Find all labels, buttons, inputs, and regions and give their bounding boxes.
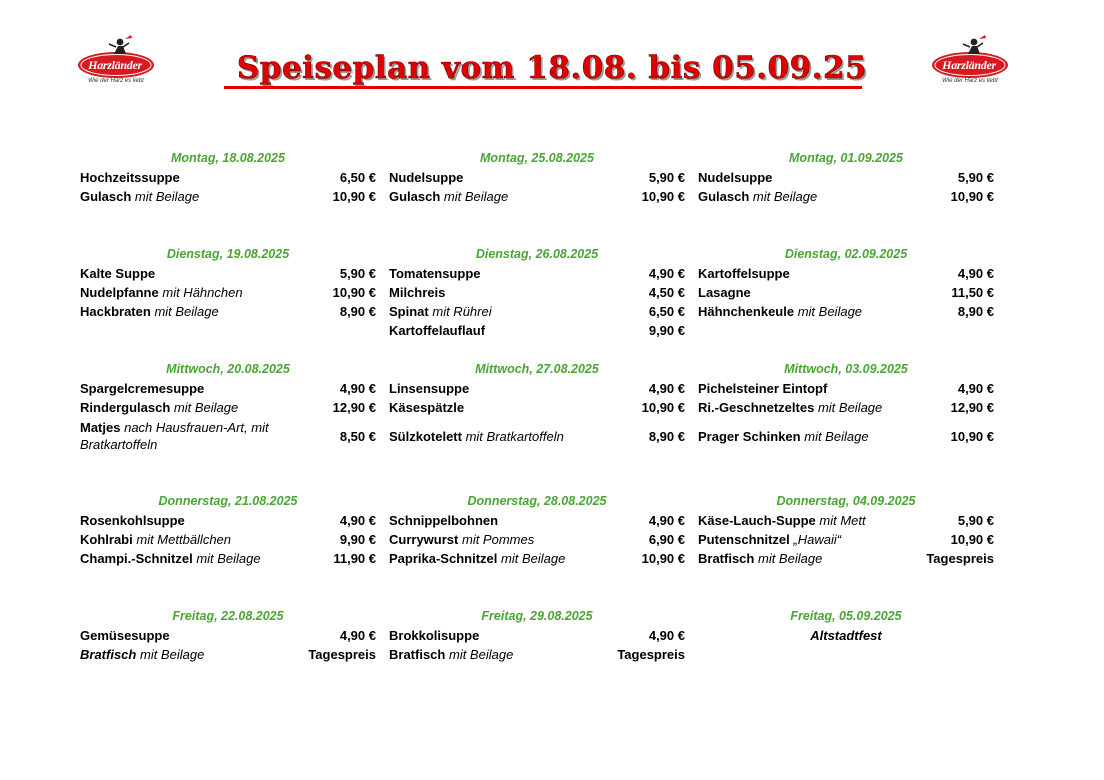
menu-row (698, 264, 994, 283)
dish-cell (389, 265, 605, 282)
dish-price: 8,50 € (339, 428, 376, 444)
harzlaender-logo-left (76, 34, 156, 90)
dish-name: Bratfisch (698, 551, 755, 566)
dish-cell (698, 188, 914, 205)
dish-cell (80, 399, 296, 416)
day-block-friday (698, 607, 994, 645)
menu-row (698, 302, 994, 321)
dish-name: Champi.-Schnitzel (80, 551, 193, 566)
dish-price: 12,90 € (950, 400, 994, 415)
menu-row (389, 187, 685, 206)
dish-name: Milchreis (389, 285, 446, 300)
menu-row (698, 511, 994, 530)
day-block-wednesday (80, 360, 376, 455)
dish-cell (698, 399, 914, 416)
dish-cell (389, 380, 605, 397)
harzlaender-logo-right (930, 34, 1010, 90)
dish-price: 5,90 € (957, 170, 994, 185)
logo-wordmark: Harzländer (942, 58, 996, 72)
menu-row (389, 379, 685, 398)
menu-row (389, 511, 685, 530)
dish-cell (80, 303, 296, 320)
logo-slogan: Wie der Harz es liebt (942, 78, 998, 84)
logo-wordmark: Harzländer (88, 58, 142, 72)
dish-name: Schnippelbohnen (389, 513, 499, 528)
dish-name: Currywurst (389, 532, 459, 547)
menu-row (389, 645, 685, 664)
dish-price: 6,90 € (648, 532, 685, 547)
day-heading: Dienstag, 19.08.2025 (166, 247, 290, 261)
dish-price: 5,90 € (648, 170, 685, 185)
dish-price: 11,90 € (333, 551, 376, 566)
dish-cell (80, 419, 296, 453)
menu-row (389, 626, 685, 645)
menu-row (698, 187, 994, 206)
dish-price: Tagespreis (308, 647, 376, 662)
menu-row (389, 321, 685, 340)
dish-name: Nudelsuppe (698, 170, 773, 185)
dish-name: Tomatensuppe (389, 266, 481, 281)
day-heading: Montag, 01.09.2025 (789, 151, 903, 165)
dish-extra: mit Bratkartoffeln (465, 428, 564, 444)
day-heading: Donnerstag, 21.08.2025 (158, 494, 298, 508)
dish-name: Käsespätzle (389, 400, 465, 415)
dish-extra: mit Beilage (154, 304, 219, 319)
dish-name: Spinat (389, 304, 429, 319)
dish-price: 11,50 € (951, 285, 994, 300)
day-heading: Mittwoch, 27.08.2025 (475, 362, 599, 376)
day-block-monday (80, 149, 376, 206)
dish-cell (389, 550, 605, 567)
dish-price: 4,90 € (648, 628, 685, 643)
dish-cell (389, 188, 605, 205)
dish-extra: mit Beilage (173, 400, 239, 415)
menu-row (80, 511, 376, 530)
dish-name: Kartoffelsuppe (698, 266, 790, 281)
dish-cell (80, 169, 296, 186)
dish-price: 4,50 € (648, 285, 685, 300)
day-heading: Donnerstag, 04.09.2025 (776, 494, 916, 508)
dish-cell (389, 627, 605, 644)
dish-name: Ri.-Geschnetzeltes (698, 400, 815, 415)
dish-extra: mit Pommes (461, 532, 535, 547)
dish-name: Linsensuppe (389, 381, 470, 396)
day-block-friday (80, 607, 376, 664)
dish-price: 4,90 € (339, 628, 376, 643)
dish-price: Tagespreis (926, 551, 994, 566)
dish-price: 9,90 € (648, 323, 685, 338)
dish-name: Matjes (80, 420, 121, 435)
page-title: Speiseplan vom 18.08. bis 05.09.25 (236, 50, 868, 86)
dish-cell (389, 399, 605, 416)
dish-name: Rosenkohlsuppe (80, 513, 185, 528)
dish-price: 9,90 € (339, 532, 376, 547)
dish-cell (698, 265, 914, 282)
dish-name: Gemüsesuppe (80, 628, 170, 643)
day-heading: Donnerstag, 28.08.2025 (467, 494, 607, 508)
dish-cell (698, 428, 914, 445)
dish-price: 8,90 € (648, 428, 685, 444)
menu-row (389, 168, 685, 187)
dish-cell (80, 380, 296, 397)
menu-row (80, 187, 376, 206)
day-block-friday (389, 607, 685, 664)
day-heading: Mittwoch, 03.09.2025 (784, 362, 908, 376)
dish-extra: „Hawaii“ (793, 532, 842, 547)
dish-name: Bratfisch (389, 647, 446, 662)
day-block-tuesday (389, 245, 685, 340)
dish-cell (389, 428, 605, 445)
dish-name: Kartoffelauflauf (389, 323, 486, 338)
dish-name: Gulasch (80, 189, 132, 204)
day-block-monday (389, 149, 685, 206)
day-heading: Freitag, 29.08.2025 (481, 609, 593, 623)
day-heading: Dienstag, 26.08.2025 (475, 247, 599, 261)
dish-extra: mit Mettbällchen (136, 532, 232, 547)
menu-row (698, 379, 994, 398)
dish-cell (389, 646, 605, 663)
menu-row (389, 283, 685, 302)
dish-cell (389, 284, 605, 301)
menu-row (80, 379, 376, 398)
dish-cell (80, 550, 296, 567)
dish-price: 10,90 € (641, 189, 685, 204)
dish-cell (698, 512, 914, 529)
dish-cell (389, 322, 605, 339)
dish-price: 5,90 € (339, 266, 376, 281)
menu-row (80, 530, 376, 549)
dish-cell (698, 169, 914, 186)
dish-cell (698, 303, 914, 320)
dish-name: Nudelpfanne (80, 285, 159, 300)
menu-row (698, 283, 994, 302)
dish-price: Tagespreis (617, 647, 685, 662)
menu-row (698, 549, 994, 568)
dish-name: Kalte Suppe (80, 266, 156, 281)
dish-name: Gulasch (389, 189, 441, 204)
dish-cell (698, 531, 914, 548)
dish-cell (389, 303, 605, 320)
dish-cell (80, 188, 296, 205)
menu-row (389, 264, 685, 283)
title-underline (224, 86, 862, 89)
dish-cell (698, 284, 914, 301)
dish-price: 4,90 € (648, 381, 685, 396)
dish-name: Nudelsuppe (389, 170, 464, 185)
dish-name: Hähnchenkeule (698, 304, 795, 319)
day-heading: Montag, 25.08.2025 (480, 151, 594, 165)
day-heading: Freitag, 22.08.2025 (172, 609, 284, 623)
dish-price: 4,90 € (648, 513, 685, 528)
menu-row (698, 417, 994, 455)
day-block-wednesday (698, 360, 994, 455)
dish-extra: mit Beilage (448, 647, 514, 662)
dish-extra: mit Hähnchen (162, 285, 243, 300)
dish-extra: mit Beilage (804, 428, 869, 444)
dish-extra: mit Beilage (797, 304, 863, 319)
dish-price: 10,90 € (950, 532, 994, 547)
day-heading: Freitag, 05.09.2025 (790, 609, 902, 623)
dish-name: Gulasch (698, 189, 750, 204)
dish-name: Lasagne (698, 285, 751, 300)
day-block-tuesday (80, 245, 376, 321)
menu-row (80, 645, 376, 664)
dish-cell (80, 512, 296, 529)
dish-extra: mit Beilage (196, 551, 261, 566)
day-block-tuesday (698, 245, 994, 321)
dish-price: 8,90 € (957, 304, 994, 319)
dish-extra: mit Beilage (757, 551, 823, 566)
dish-cell (80, 265, 296, 282)
dish-price: 8,90 € (339, 304, 376, 319)
dish-cell (80, 646, 296, 663)
dish-name: Paprika-Schnitzel (389, 551, 498, 566)
menu-row (80, 283, 376, 302)
dish-price: 10,90 € (641, 400, 685, 415)
dish-name: Käse-Lauch-Suppe (698, 513, 816, 528)
dish-name: Rindergulasch (80, 400, 171, 415)
dish-cell (698, 380, 914, 397)
dish-price: 4,90 € (339, 381, 376, 396)
dish-name: Hochzeitssuppe (80, 170, 180, 185)
day-block-thursday (698, 492, 994, 568)
dish-price: 4,90 € (339, 513, 376, 528)
dish-extra: mit Beilage (139, 647, 205, 662)
dish-name: Brokkolisuppe (389, 628, 480, 643)
menu-row (698, 398, 994, 417)
dish-price: 10,90 € (950, 428, 994, 444)
menu-row (80, 549, 376, 568)
menu-row (389, 302, 685, 321)
dish-extra: nach Hausfrauen-Art, mit Bratkartoffeln (80, 420, 269, 452)
menu-row (698, 168, 994, 187)
special-event: Altstadtfest (810, 628, 882, 643)
dish-extra: mit Beilage (134, 189, 200, 204)
day-block-thursday (80, 492, 376, 568)
menu-row (389, 530, 685, 549)
dish-price: 10,90 € (641, 551, 685, 566)
dish-cell (80, 627, 296, 644)
menu-row (80, 264, 376, 283)
dish-cell (698, 550, 914, 567)
dish-extra: mit Beilage (752, 189, 818, 204)
dish-price: 4,90 € (957, 381, 994, 396)
dish-price: 4,90 € (648, 266, 685, 281)
menu-row (80, 398, 376, 417)
dish-price: 10,90 € (332, 189, 376, 204)
dish-extra: mit Beilage (443, 189, 509, 204)
day-heading: Dienstag, 02.09.2025 (784, 247, 908, 261)
dish-price: 4,90 € (957, 266, 994, 281)
dish-extra: mit Beilage (817, 400, 883, 415)
dish-name: Hackbraten (80, 304, 151, 319)
dish-price: 10,90 € (332, 285, 376, 300)
dish-name: Bratfisch (80, 647, 137, 662)
dish-cell (389, 169, 605, 186)
dish-price: 6,50 € (339, 170, 376, 185)
day-heading: Mittwoch, 20.08.2025 (166, 362, 290, 376)
dish-price: 5,90 € (957, 513, 994, 528)
dish-price: 10,90 € (950, 189, 994, 204)
dish-name: Spargelcremesuppe (80, 381, 205, 396)
day-heading: Montag, 18.08.2025 (171, 151, 285, 165)
menu-row (698, 530, 994, 549)
menu-row (80, 302, 376, 321)
dish-cell (80, 531, 296, 548)
dish-name: Sülzkotelett (389, 428, 462, 444)
day-block-wednesday (389, 360, 685, 455)
menu-row (80, 417, 376, 455)
logo-slogan: Wie der Harz es liebt (88, 78, 144, 84)
menu-row (389, 417, 685, 455)
dish-cell (389, 512, 605, 529)
dish-extra: mit Mett (819, 513, 866, 528)
dish-name: Kohlrabi (80, 532, 133, 547)
day-block-monday (698, 149, 994, 206)
dish-cell (80, 284, 296, 301)
dish-name: Pichelsteiner Eintopf (698, 381, 828, 396)
dish-price: 6,50 € (648, 304, 685, 319)
menu-row (389, 398, 685, 417)
dish-name: Putenschnitzel (698, 532, 790, 547)
dish-extra: mit Beilage (501, 551, 566, 566)
day-block-thursday (389, 492, 685, 568)
menu-row (80, 168, 376, 187)
dish-extra: mit Rührei (432, 304, 492, 319)
menu-row (80, 626, 376, 645)
menu-row (389, 549, 685, 568)
dish-price: 12,90 € (332, 400, 376, 415)
dish-name: Prager Schinken (698, 428, 801, 444)
dish-cell (389, 531, 605, 548)
